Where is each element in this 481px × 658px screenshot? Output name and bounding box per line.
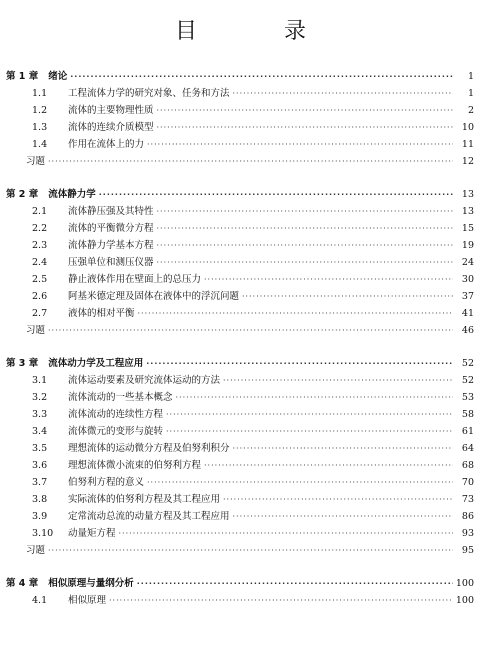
page-number: 46 <box>461 325 474 336</box>
section-title: 流体流动的一些基本概念 <box>68 392 173 403</box>
page-number: 68 <box>461 460 474 471</box>
page-number: 10 <box>461 122 474 133</box>
toc-exercise-2[interactable] <box>6 322 476 339</box>
section-title: 压强单位和测压仪器 <box>68 257 154 268</box>
page-number: 13 <box>461 189 474 200</box>
exercise-title: 习题 <box>26 156 46 167</box>
leader-dots <box>242 288 453 305</box>
toc-chapter-2[interactable] <box>6 186 476 203</box>
page-title: 目 录 <box>175 19 346 44</box>
leader-dots <box>166 423 453 440</box>
section-number: 2.1 <box>32 206 48 217</box>
section-number: 3.3 <box>32 409 48 420</box>
leader-dots <box>48 542 453 559</box>
page-number: 64 <box>461 443 474 454</box>
section-number: 2.6 <box>32 291 48 302</box>
section-number: 2.5 <box>32 274 48 285</box>
toc-section-3-2[interactable] <box>6 389 476 406</box>
section-title: 阿基米德定理及固体在液体中的浮沉问题 <box>68 291 240 302</box>
page-number: 12 <box>461 156 474 167</box>
toc-chapter-1[interactable] <box>6 68 476 85</box>
toc-exercise-1[interactable] <box>6 153 476 170</box>
toc-section-3-7[interactable] <box>6 474 476 491</box>
page-number: 53 <box>461 392 474 403</box>
chapter-title: 绪论 <box>48 71 68 82</box>
section-title: 流体微元的变形与旋转 <box>68 426 164 437</box>
leader-dots <box>223 491 453 508</box>
section-title: 流体的主要物理性质 <box>68 105 154 116</box>
leader-dots <box>157 237 453 254</box>
section-number: 3.8 <box>32 494 48 505</box>
section-title: 流体静压强及其特性 <box>68 206 154 217</box>
page-number: 37 <box>461 291 474 302</box>
chapter-number: 第 2 章 <box>6 189 39 200</box>
leader-dots <box>157 254 453 271</box>
page-number: 100 <box>455 578 474 589</box>
toc-section-2-6[interactable] <box>6 288 476 305</box>
toc-chapter-4[interactable] <box>6 575 476 592</box>
chapter-title: 流体静力学 <box>48 189 96 200</box>
section-number: 2.2 <box>32 223 48 234</box>
leader-dots <box>157 119 453 136</box>
page-number: 100 <box>455 595 474 606</box>
leader-dots <box>147 474 453 491</box>
section-title: 作用在流体上的力 <box>68 139 145 150</box>
leader-dots <box>138 305 453 322</box>
section-title: 静止液体作用在壁面上的总压力 <box>68 274 202 285</box>
leader-dots <box>157 220 453 237</box>
toc-section-3-9[interactable] <box>6 508 476 525</box>
page-number: 52 <box>461 375 474 386</box>
toc-section-1-1[interactable] <box>6 85 476 102</box>
page-number: 58 <box>461 409 474 420</box>
toc-section-3-8[interactable] <box>6 491 476 508</box>
section-number: 3.10 <box>32 528 54 539</box>
leader-dots <box>157 203 453 220</box>
chapter-title: 相似原理与量纲分析 <box>48 578 134 589</box>
table-of-contents <box>6 68 476 609</box>
page-number: 24 <box>461 257 474 268</box>
page-number: 86 <box>461 511 474 522</box>
section-number: 3.6 <box>32 460 48 471</box>
leader-dots <box>233 440 453 457</box>
exercise-title: 习题 <box>26 545 46 556</box>
section-title: 动量矩方程 <box>68 528 116 539</box>
toc-section-2-7[interactable] <box>6 305 476 322</box>
chapter-gap <box>6 339 476 355</box>
section-title: 流体的平衡微分方程 <box>68 223 154 234</box>
section-number: 3.7 <box>32 477 48 488</box>
leader-dots <box>146 355 453 372</box>
section-title: 流体流动的连续性方程 <box>68 409 164 420</box>
leader-dots <box>48 153 453 170</box>
exercise-title: 习题 <box>26 325 46 336</box>
page-number: 19 <box>461 240 474 251</box>
section-number: 3.5 <box>32 443 48 454</box>
toc-section-2-2[interactable] <box>6 220 476 237</box>
leader-dots <box>48 322 453 339</box>
page-number: 15 <box>461 223 474 234</box>
leader-dots <box>176 389 453 406</box>
section-number: 3.2 <box>32 392 48 403</box>
toc-section-2-3[interactable] <box>6 237 476 254</box>
page-number: 1 <box>467 88 474 99</box>
section-number: 2.4 <box>32 257 48 268</box>
leader-dots <box>70 68 453 85</box>
toc-section-3-10[interactable] <box>6 525 476 542</box>
page-number: 93 <box>461 528 474 539</box>
toc-section-3-3[interactable] <box>6 406 476 423</box>
leader-dots <box>147 136 453 153</box>
page-number: 1 <box>467 71 474 82</box>
chapter-gap <box>6 170 476 186</box>
leader-dots <box>137 575 453 592</box>
section-number: 3.1 <box>32 375 48 386</box>
section-number: 3.9 <box>32 511 48 522</box>
section-title: 流体运动要素及研究流体运动的方法 <box>68 375 221 386</box>
toc-section-3-6[interactable] <box>6 457 476 474</box>
section-number: 1.1 <box>32 88 48 99</box>
page-number: 52 <box>461 358 474 369</box>
page-number: 2 <box>467 105 474 116</box>
page-number: 95 <box>461 545 474 556</box>
page-number: 30 <box>461 274 474 285</box>
toc-section-3-5[interactable] <box>6 440 476 457</box>
leader-dots <box>223 372 453 389</box>
chapter-number: 第 4 章 <box>6 578 39 589</box>
toc-section-1-2[interactable] <box>6 102 476 119</box>
section-title: 相似原理 <box>68 595 107 606</box>
toc-section-1-4[interactable] <box>6 136 476 153</box>
toc-chapter-3[interactable] <box>6 355 476 372</box>
section-title: 液体的相对平衡 <box>68 308 135 319</box>
leader-dots <box>99 186 453 203</box>
page-number: 11 <box>461 139 474 150</box>
page-number: 61 <box>461 426 474 437</box>
toc-section-3-1[interactable] <box>6 372 476 389</box>
leader-dots <box>157 102 453 119</box>
section-number: 2.3 <box>32 240 48 251</box>
leader-dots <box>204 271 453 288</box>
chapter-number: 第 3 章 <box>6 358 39 369</box>
page-number: 13 <box>461 206 474 217</box>
section-title: 定常流动总流的动量方程及其工程应用 <box>68 511 230 522</box>
leader-dots <box>233 508 453 525</box>
toc-section-3-4[interactable] <box>6 423 476 440</box>
section-title: 理想流体的运动微分方程及伯努利积分 <box>68 443 230 454</box>
chapter-title: 流体动力学及工程应用 <box>48 358 144 369</box>
section-title: 流体的连续介质模型 <box>68 122 154 133</box>
leader-dots <box>204 457 453 474</box>
toc-section-2-4[interactable] <box>6 254 476 271</box>
toc-section-2-5[interactable] <box>6 271 476 288</box>
section-number: 4.1 <box>32 595 48 606</box>
section-number: 1.2 <box>32 105 48 116</box>
toc-section-4-1[interactable] <box>6 592 476 609</box>
leader-dots <box>119 525 453 542</box>
leader-dots <box>166 406 453 423</box>
page-number: 41 <box>461 308 474 319</box>
section-title: 流体静力学基本方程 <box>68 240 154 251</box>
toc-exercise-3[interactable] <box>6 542 476 559</box>
leader-dots <box>109 592 453 609</box>
section-number: 2.7 <box>32 308 48 319</box>
toc-section-1-3[interactable] <box>6 119 476 136</box>
toc-section-2-1[interactable] <box>6 203 476 220</box>
section-title: 工程流体力学的研究对象、任务和方法 <box>68 88 230 99</box>
section-title: 伯努利方程的意义 <box>68 477 145 488</box>
section-title: 实际流体的伯努利方程及其工程应用 <box>68 494 221 505</box>
section-number: 1.3 <box>32 122 48 133</box>
chapter-gap <box>6 559 476 575</box>
section-number: 3.4 <box>32 426 48 437</box>
leader-dots <box>233 85 453 102</box>
section-title: 理想流体微小流束的伯努利方程 <box>68 460 202 471</box>
page-number: 70 <box>461 477 474 488</box>
page-number: 73 <box>461 494 474 505</box>
chapter-number: 第 1 章 <box>6 71 39 82</box>
section-number: 1.4 <box>32 139 48 150</box>
